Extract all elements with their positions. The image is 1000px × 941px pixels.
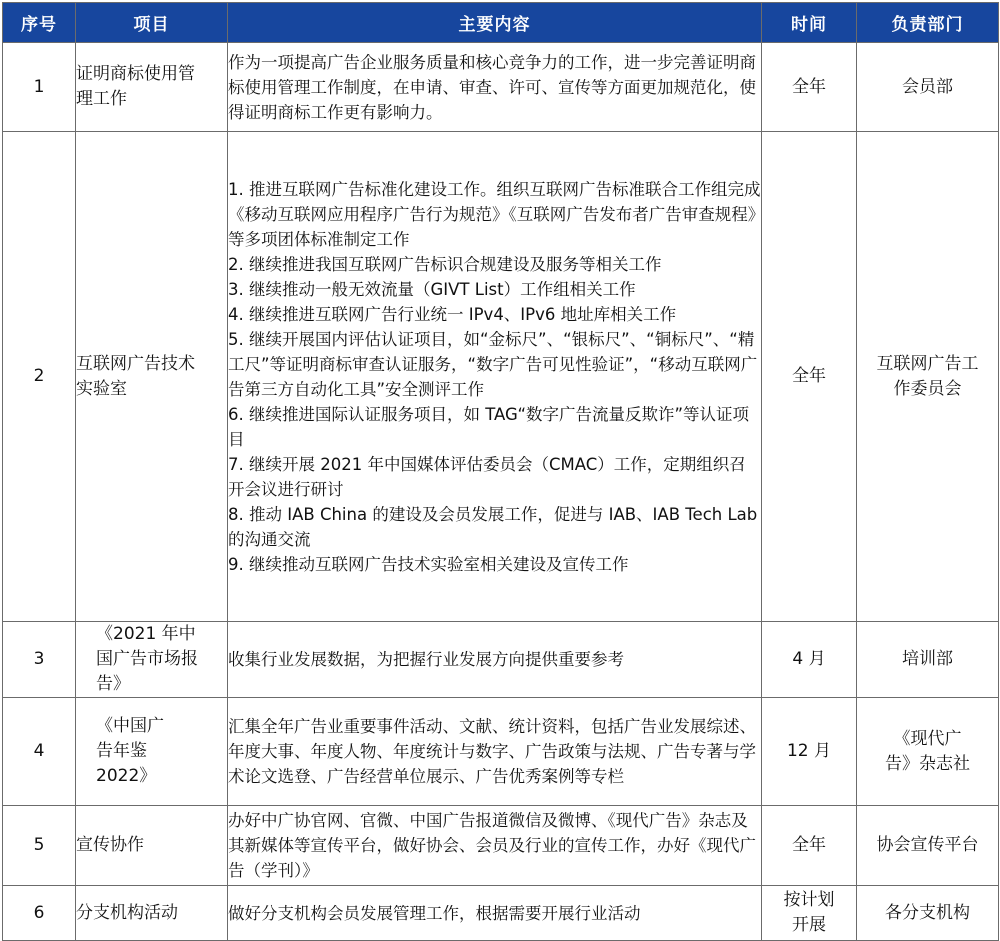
table-row bbox=[3, 806, 999, 886]
header-no: 序号 bbox=[3, 3, 76, 43]
responsible-dept bbox=[857, 698, 999, 806]
time-text: 12 月 bbox=[786, 741, 832, 761]
content-line: 4. 继续推进互联网广告行业统一 IPv4、IPv6 地址库相关工作 bbox=[228, 304, 677, 324]
table-header bbox=[3, 3, 999, 43]
project-name-text: 宣传协作 bbox=[76, 835, 144, 855]
main-content bbox=[228, 132, 762, 622]
row-number: 4 bbox=[3, 698, 76, 806]
row-number: 6 bbox=[3, 886, 76, 941]
work-plan-table bbox=[2, 2, 999, 941]
responsible-dept-text: 互联网广告工作委员会 bbox=[876, 353, 979, 399]
time-text: 全年 bbox=[792, 366, 826, 386]
header-row bbox=[3, 3, 999, 43]
content-line: 2. 继续推进我国互联网广告标识合规建设及服务等相关工作 bbox=[228, 254, 662, 274]
time-text: 全年 bbox=[792, 76, 826, 97]
main-content bbox=[228, 698, 762, 806]
row-number: 2 bbox=[3, 132, 76, 622]
table-row bbox=[3, 622, 999, 698]
project-name bbox=[76, 698, 228, 806]
content-line: 作为一项提高广告企业服务质量和核心竞争力的工作，进一步完善证明商标使用管理工作制度，在申请、审查、许可、宣传等方面更加规范化，使得证明商标工作更有影响力。 bbox=[228, 52, 756, 122]
table-row bbox=[3, 886, 999, 941]
time bbox=[762, 806, 857, 886]
project-name-text: 分支机构活动 bbox=[76, 902, 178, 923]
time bbox=[762, 132, 857, 622]
content-line: 汇集全年广告业重要事件活动、文献、统计资料，包括广告业发展综述、年度大事、年度人物、年度统计与数字、广告政策与法规、广告专著与学术论文选登、广告经营单位展示、广告优秀案例等专栏 bbox=[228, 717, 756, 786]
time bbox=[762, 622, 857, 698]
header-dept: 负责部门 bbox=[857, 3, 999, 43]
table-row bbox=[3, 698, 999, 806]
content-line: 1. 推进互联网广告标准化建设工作。组织互联网广告标准联合工作组完成《移动互联网应用程序广告行为规范》《互联网广告发布者广告审查规程》等多项团体标准制定工作 bbox=[228, 179, 761, 249]
time-text: 按计划开展 bbox=[783, 890, 835, 935]
project-name bbox=[76, 806, 228, 886]
responsible-dept-text: 培训部 bbox=[902, 649, 953, 669]
content-line: 8. 推动 IAB China 的建设及会员发展工作，促进与 IAB、IAB Tech Lab 的沟通交流 bbox=[228, 504, 758, 549]
responsible-dept bbox=[857, 806, 999, 886]
table-body bbox=[3, 43, 999, 941]
row-number: 1 bbox=[3, 43, 76, 132]
responsible-dept-text: 《现代广告》杂志社 bbox=[884, 728, 970, 774]
table-row bbox=[3, 132, 999, 622]
table-row bbox=[3, 43, 999, 132]
content-line: 5. 继续开展国内评估认证项目，如“金标尺”、“银标尺”、“铜标尺”、“精工尺”等证明商标审查认证服务，“数字广告可见性验证”，“移动互联网广告第三方自动化工具”安全测评工作 bbox=[228, 329, 758, 399]
time-text: 4 月 bbox=[792, 649, 826, 669]
content-line: 办好中广协官网、官微、中国广告报道微信及微博、《现代广告》杂志及其新媒体等宣传平台，做好协会、会员及行业的宣传工作，办好《现代广告（学刊）》 bbox=[228, 811, 756, 880]
time bbox=[762, 43, 857, 132]
header-time: 时间 bbox=[762, 3, 857, 43]
main-content bbox=[228, 622, 762, 698]
project-name-text: 《2021 年中国广告市场报告》 bbox=[96, 624, 198, 694]
project-name bbox=[76, 43, 228, 132]
content-line: 3. 继续推动一般无效流量（GIVT List）工作组相关工作 bbox=[228, 279, 636, 299]
content-line: 6. 继续推进国际认证服务项目，如 TAG“数字广告流量反欺诈”等认证项目 bbox=[228, 404, 750, 449]
time bbox=[762, 886, 857, 941]
project-name-text: 互联网广告技术实验室 bbox=[76, 353, 195, 399]
project-name bbox=[76, 622, 228, 698]
row-number: 3 bbox=[3, 622, 76, 698]
project-name bbox=[76, 132, 228, 622]
responsible-dept bbox=[857, 622, 999, 698]
time bbox=[762, 698, 857, 806]
header-item: 项目 bbox=[76, 3, 228, 43]
responsible-dept-text: 各分支机构 bbox=[885, 902, 970, 923]
content-line: 收集行业发展数据，为把握行业发展方向提供重要参考 bbox=[228, 650, 624, 669]
project-name bbox=[76, 886, 228, 941]
responsible-dept bbox=[857, 132, 999, 622]
responsible-dept bbox=[857, 886, 999, 941]
header-content: 主要内容 bbox=[228, 3, 762, 43]
time-text: 全年 bbox=[792, 835, 826, 855]
main-content bbox=[228, 806, 762, 886]
content-line: 做好分支机构会员发展管理工作，根据需要开展行业活动 bbox=[228, 903, 641, 923]
content-line: 9. 继续推动互联网广告技术实验室相关建设及宣传工作 bbox=[228, 554, 629, 574]
main-content bbox=[228, 43, 762, 132]
project-name-text: 证明商标使用管理工作 bbox=[76, 64, 195, 109]
content-line: 7. 继续开展 2021 年中国媒体评估委员会（CMAC）工作，定期组织召开会议进行研讨 bbox=[228, 454, 746, 499]
responsible-dept bbox=[857, 43, 999, 132]
responsible-dept-text: 会员部 bbox=[902, 76, 953, 97]
responsible-dept-text: 协会宣传平台 bbox=[876, 835, 979, 855]
project-name-text: 《中国广告年鉴 2022》 bbox=[96, 716, 164, 786]
main-content bbox=[228, 886, 762, 941]
row-number: 5 bbox=[3, 806, 76, 886]
